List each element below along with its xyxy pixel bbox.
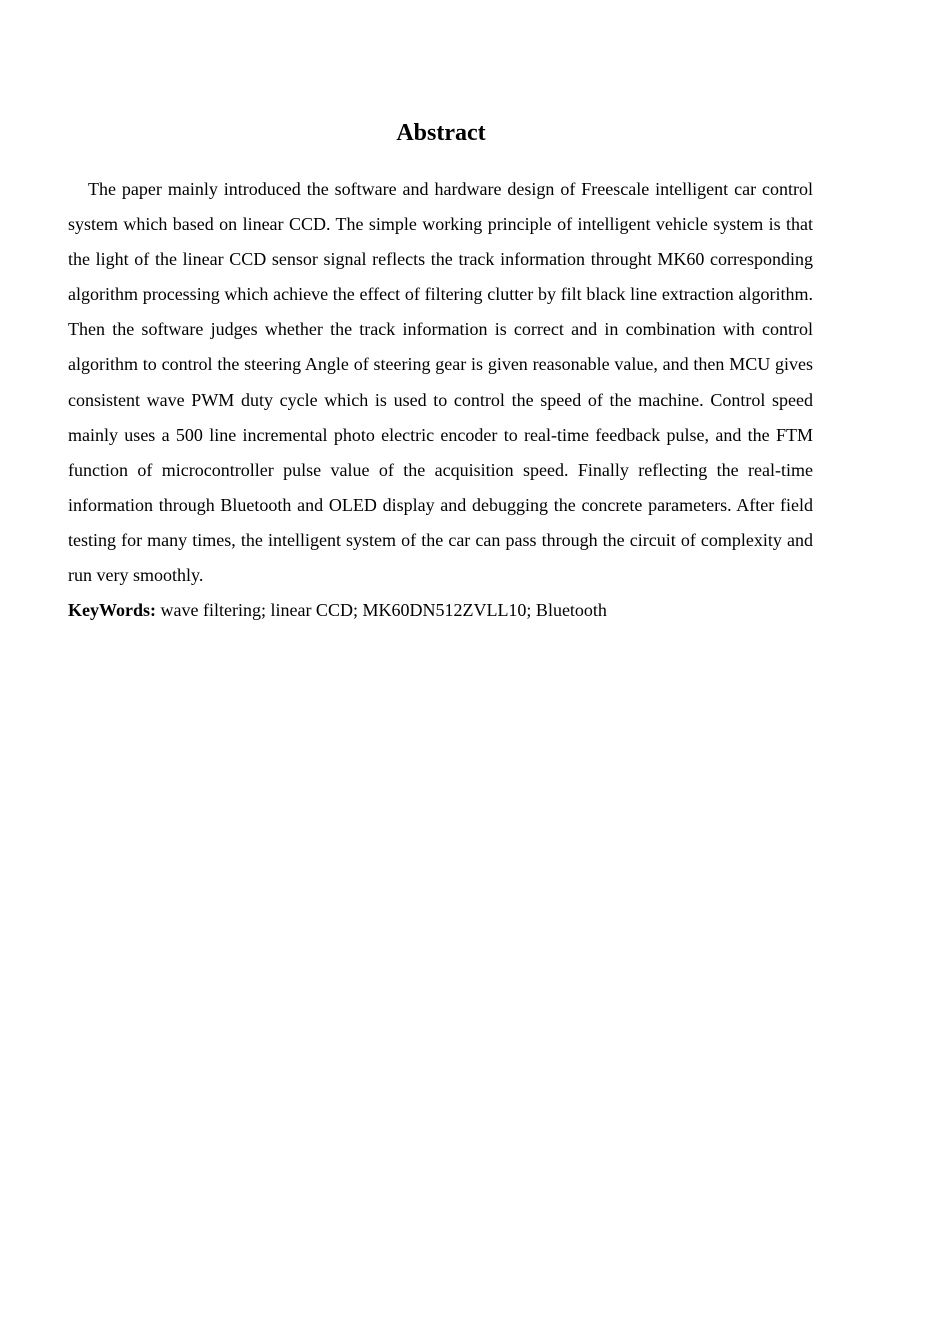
abstract-paragraph: The paper mainly introduced the software and hardware design of Freescale intelligent car control system which based on linear CCD. The simple working principle of intelligent vehicle system is that the light of the linear CCD sensor signal reflects the track information throught MK60 corresponding algorithm processing which achieve the effect of filtering clutter by filt black line extraction algorithm. Then the software judges whether the track information is correct and in combination with control algorithm to control the steering Angle of steering gear is given reasonable value, and then MCU gives consistent wave PWM duty cycle which is used to control the speed of the machine. Control speed mainly uses a 500 line incremental photo electric encoder to real-time feedback pulse, and the FTM function of microcontroller pulse value of the acquisition speed. Finally reflecting the real-time information through Bluetooth and OLED display and debugging the concrete parameters. After field testing for many times, the intelligent system of the car can pass through the circuit of complexity and run very smoothly. — [68, 179, 813, 586]
keywords-label: KeyWords: — [68, 600, 156, 620]
keywords-line — [68, 593, 813, 628]
abstract-heading: Abstract — [396, 120, 486, 146]
keywords-list: wave filtering; linear CCD; MK60DN512ZVLL10; Bluetooth — [156, 600, 607, 620]
